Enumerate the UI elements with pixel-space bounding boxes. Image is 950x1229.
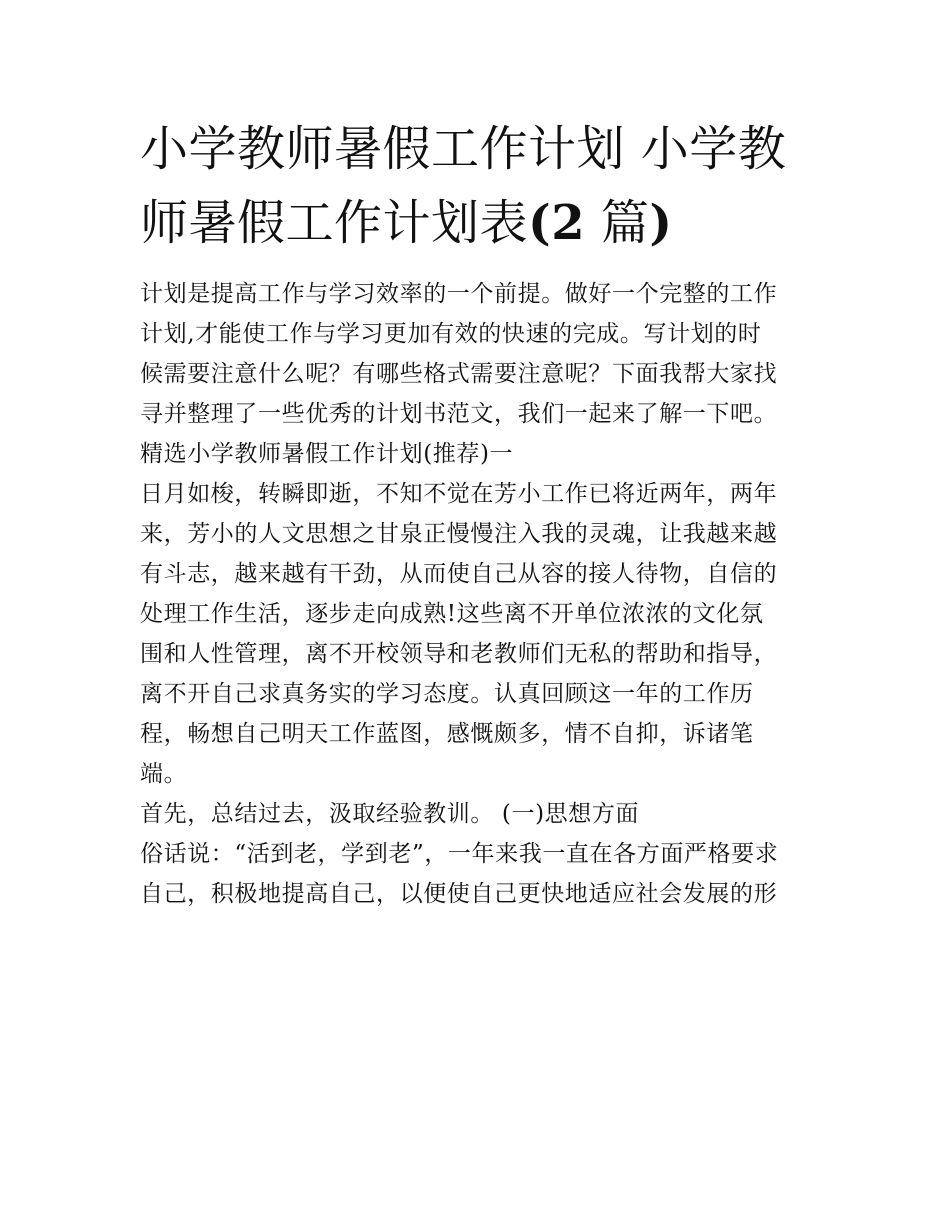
section-heading: 精选小学教师暑假工作计划(推荐)一 <box>140 441 514 467</box>
document-title <box>140 112 814 260</box>
paragraph-line: 俗话说：“活到老，学到老”，一年来我一直在各方面严格要求 <box>140 841 779 867</box>
paragraph-line: 日月如梭，转瞬即逝，不知不觉在芳小工作已将近两年，两年 <box>140 481 778 507</box>
intro-line: 寻并整理了一些优秀的计划书范文，我们一起来了解一下吧。 <box>140 401 778 427</box>
document-body <box>140 274 814 914</box>
title-count: 2 <box>551 195 586 251</box>
paragraph-line: 端。 <box>140 761 188 787</box>
summary-line: 首先，总结过去，汲取经验教训。 (一)思想方面 <box>140 801 640 827</box>
title-line-2: 师暑假工作计划表 <box>140 195 529 251</box>
paragraph-line: 程，畅想自己明天工作蓝图，感慨颇多，情不自抑，诉诸笔 <box>140 721 754 747</box>
intro-line: 计划,才能使工作与学习更加有效的快速的完成。写计划的时 <box>140 321 762 347</box>
intro-line: 计划是提高工作与学习效率的一个前提。做好一个完整的工作 <box>140 281 778 307</box>
document-content <box>140 112 814 914</box>
title-unit: 篇 <box>600 195 650 251</box>
title-paren-close: ) <box>649 195 673 251</box>
intro-paragraph <box>140 274 814 434</box>
paragraph-line: 处理工作生活，逐步走向成熟!这些离不开单位浓浓的文化氛 <box>140 601 764 627</box>
paragraph-line: 围和人性管理，离不开校领导和老教师们无私的帮助和指导， <box>140 641 778 667</box>
paragraph-line: 来，芳小的人文思想之甘泉正慢慢注入我的灵魂，让我越来越 <box>140 521 778 547</box>
body-paragraph-2 <box>140 834 814 914</box>
title-line-1: 小学教师暑假工作计划 小学教 <box>140 121 787 177</box>
paragraph-line: 有斗志，越来越有干劲，从而使自己从容的接人待物，自信的 <box>140 561 778 587</box>
paragraph-line: 离不开自己求真务实的学习态度。认真回顾这一年的工作历 <box>140 681 754 707</box>
title-paren-open: ( <box>528 195 552 251</box>
paragraph-line: 自己，积极地提高自己，以便使自己更快地适应社会发展的形 <box>140 881 778 907</box>
body-paragraph-1 <box>140 474 814 794</box>
intro-line: 候需要注意什么呢？有哪些格式需要注意呢？下面我帮大家找 <box>140 361 778 387</box>
